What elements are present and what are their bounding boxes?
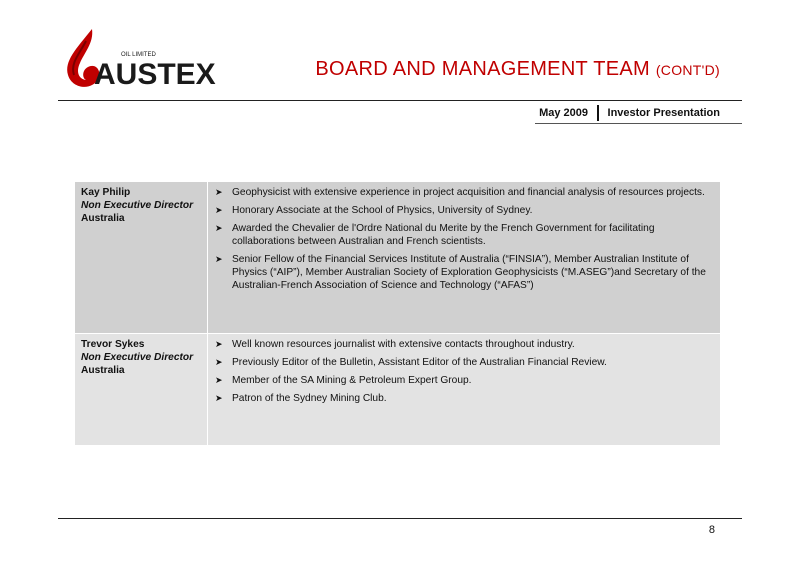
bio-list xyxy=(214,338,714,405)
list-item xyxy=(214,253,714,292)
bio-text: Previously Editor of the Bulletin, Assistant Editor of the Australian Financial Review. xyxy=(232,357,607,368)
page-title xyxy=(315,58,720,81)
person-cell xyxy=(75,182,208,334)
table-row xyxy=(75,334,721,446)
list-item xyxy=(214,222,714,248)
bio-text: Honorary Associate at the School of Physics, University of Sydney. xyxy=(232,205,533,216)
arrow-bullet-icon: ➤ xyxy=(215,339,223,349)
arrow-bullet-icon: ➤ xyxy=(215,223,223,233)
list-item xyxy=(214,338,714,351)
bio-text: Patron of the Sydney Mining Club. xyxy=(232,393,387,404)
bio-cell xyxy=(208,334,721,446)
arrow-bullet-icon: ➤ xyxy=(215,375,223,385)
page-title-suffix: (CONT'D) xyxy=(655,62,720,78)
person-name: Kay Philip xyxy=(81,187,131,198)
meta-separator xyxy=(597,105,599,121)
person-country: Australia xyxy=(81,213,125,224)
person-country: Australia xyxy=(81,365,125,376)
arrow-bullet-icon: ➤ xyxy=(215,254,223,264)
bio-text: Member of the SA Mining & Petroleum Expert Group. xyxy=(232,375,472,386)
arrow-bullet-icon: ➤ xyxy=(215,205,223,215)
person-role: Non Executive Director xyxy=(81,352,194,363)
board-table xyxy=(74,181,721,446)
arrow-bullet-icon: ➤ xyxy=(215,393,223,403)
bio-list xyxy=(214,186,714,292)
page-title-main: BOARD AND MANAGEMENT TEAM xyxy=(315,58,650,80)
person-name: Trevor Sykes xyxy=(81,339,145,350)
austex-logo xyxy=(58,27,228,95)
table-row xyxy=(75,182,721,334)
logo-brand: AUSTEX xyxy=(94,58,216,91)
logo-tagline: OIL LIMITED xyxy=(121,52,156,58)
document-name: Investor Presentation xyxy=(607,107,720,119)
bio-text: Senior Fellow of the Financial Services Institute of Australia (“FINSIA”), Member Australian Institute of Physics (“AIP”), Member Australian Society of Exploration Geophysicists (“M.ASEG”)and Secretary of the Australian-French Association of Science and Technology (“AFAS”) xyxy=(232,254,706,291)
meta-underline xyxy=(535,123,742,124)
presentation-date: May 2009 xyxy=(539,107,589,119)
list-item xyxy=(214,374,714,387)
header-meta xyxy=(539,105,720,121)
bio-text: Geophysicist with extensive experience in project acquisition and financial analysis of resources projects. xyxy=(232,187,705,198)
footer-divider xyxy=(58,518,742,519)
bio-text: Awarded the Chevalier de l'Ordre National du Merite by the French Government for facilitating collaborations between Australian and French scientists. xyxy=(232,223,655,247)
header-divider xyxy=(58,100,742,101)
arrow-bullet-icon: ➤ xyxy=(215,187,223,197)
list-item xyxy=(214,356,714,369)
arrow-bullet-icon: ➤ xyxy=(215,357,223,367)
person-cell xyxy=(75,334,208,446)
list-item xyxy=(214,204,714,217)
oil-drop-logo-icon xyxy=(58,27,228,95)
bio-cell xyxy=(208,182,721,334)
person-role: Non Executive Director xyxy=(81,200,194,211)
list-item xyxy=(214,392,714,405)
list-item xyxy=(214,186,714,199)
bio-text: Well known resources journalist with extensive contacts throughout industry. xyxy=(232,339,575,350)
page-number: 8 xyxy=(708,524,715,536)
